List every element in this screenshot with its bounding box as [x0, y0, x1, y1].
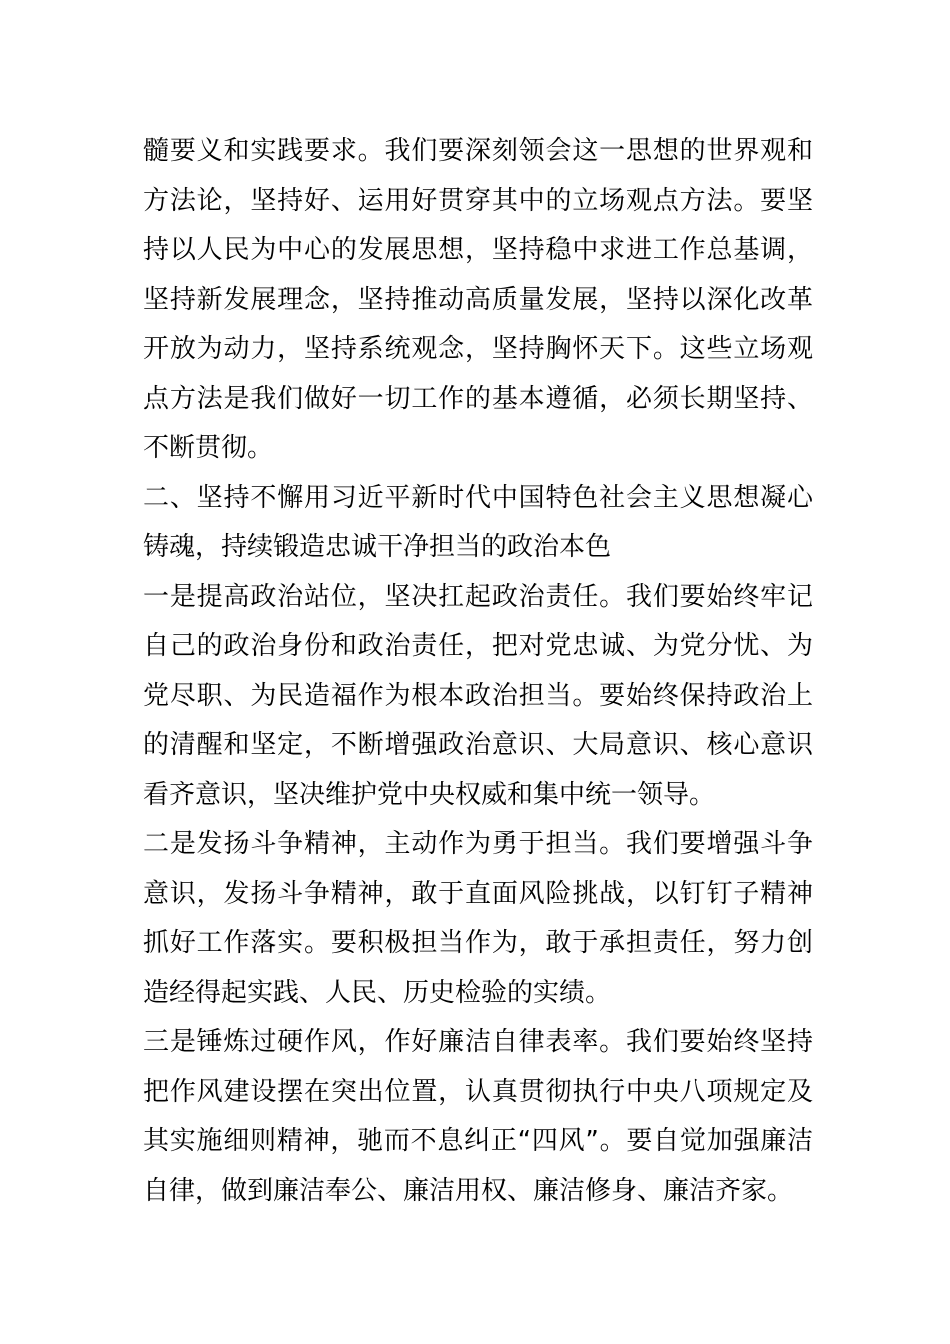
- document-body: [143, 127, 813, 1216]
- body-paragraph-point-2: 二是发扬斗争精神，主动作为勇于担当。我们要增强斗争意识，发扬斗争精神，敢于直面风险挑战，以钉钉子精神抓好工作落实。要积极担当作为，敢于承担责任，努力创造经得起实践、人民、历史检验的实绩。: [143, 829, 813, 1008]
- section-heading-2: 二、坚持不懈用习近平新时代中国特色社会主义思想凝心铸魂，持续锻造忠诚干净担当的政治本色: [143, 482, 813, 562]
- body-paragraph-point-1: 一是提高政治站位，坚决扛起政治责任。我们要始终牢记自己的政治身份和政治责任，把对党忠诚、为党分忧、为党尽职、为民造福作为根本政治担当。要始终保持政治上的清醒和坚定，不断增强政治意识、大局意识、核心意识看齐意识，坚决维护党中央权威和集中统一领导。: [143, 581, 813, 810]
- body-paragraph-continuation: 髓要义和实践要求。我们要深刻领会这一思想的世界观和方法论，坚持好、运用好贯穿其中的立场观点方法。要坚持以人民为中心的发展思想，坚持稳中求进工作总基调，坚持新发展理念，坚持推动高质量发展，坚持以深化改革开放为动力，坚持系统观念，坚持胸怀天下。这些立场观点方法是我们做好一切工作的基本遵循，必须长期坚持、不断贯彻。: [143, 136, 813, 463]
- body-paragraph-point-3: 三是锤炼过硬作风，作好廉洁自律表率。我们要始终坚持把作风建设摆在突出位置，认真贯彻执行中央八项规定及其实施细则精神，驰而不息纠正“四风”。要自觉加强廉洁自律，做到廉洁奉公、廉洁用权、廉洁修身、廉洁齐家。: [143, 1027, 813, 1206]
